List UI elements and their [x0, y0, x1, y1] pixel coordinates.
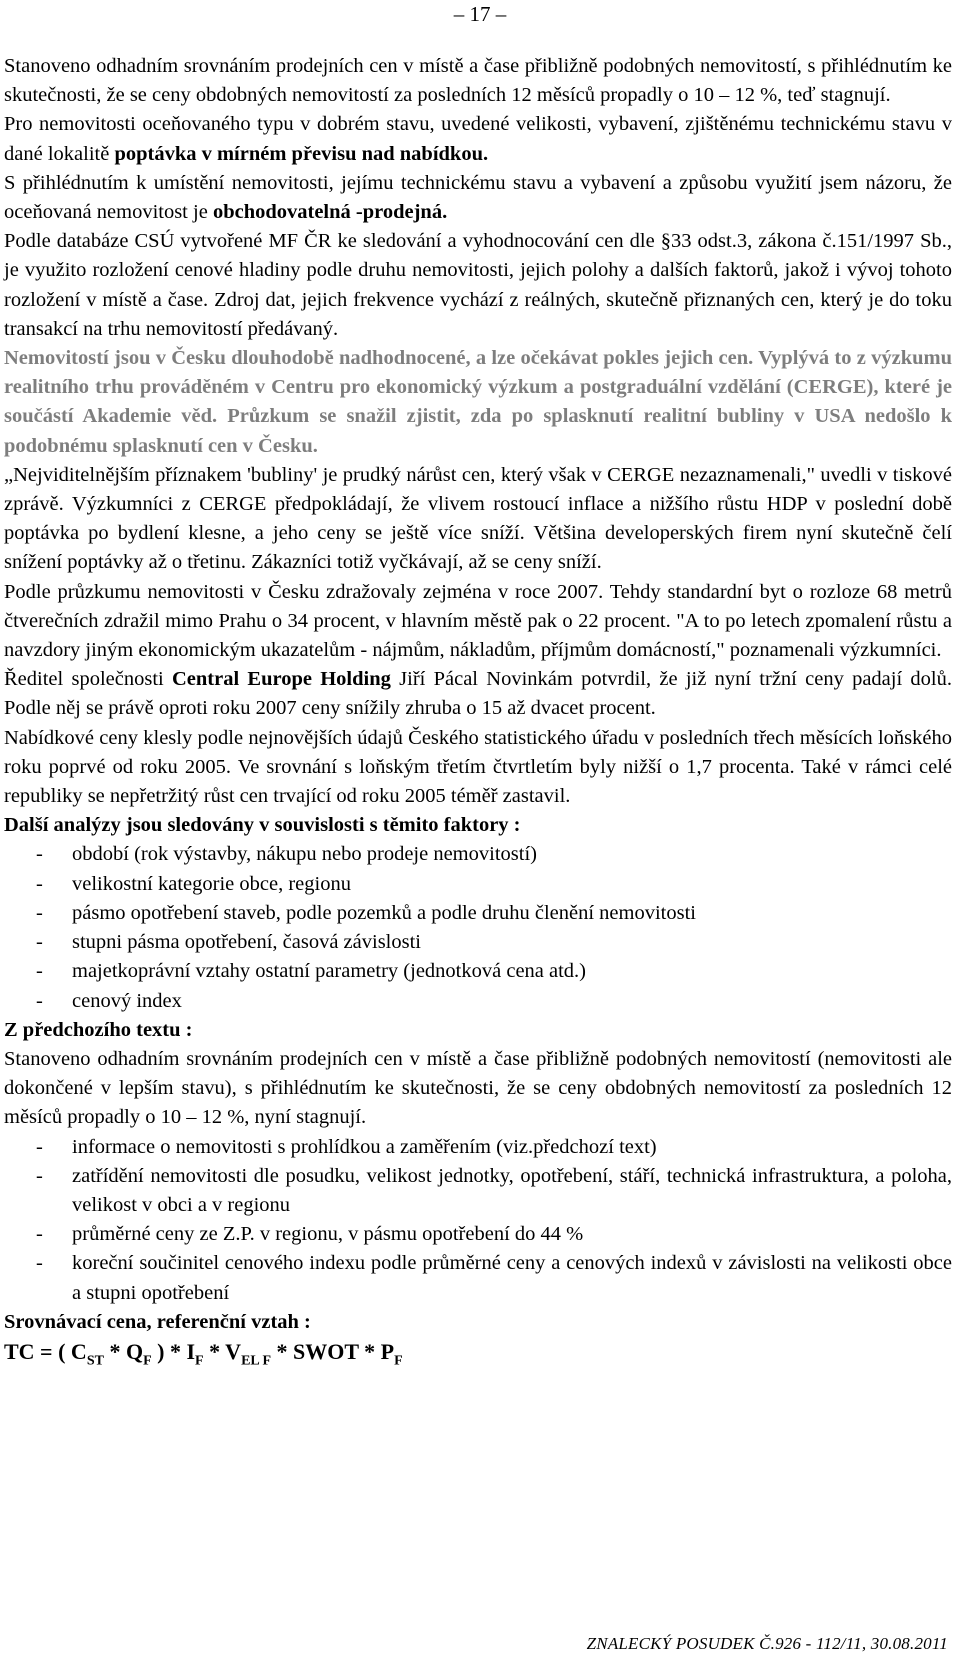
- database-text-a: Podle databáze CSÚ vytvořené MF ČR ke sledování a vyhodnocování cen dle §33 odst.3, zákona č.151/1997 Sb.: [4, 230, 947, 253]
- holding-text-b: Jiří Pácal Novinkám potvrdil, že již nyní tržní ceny padají dolů. Podle něj se právě oproti roku 2007 ceny snížily zhruba o 15 až dvacet procent.: [4, 668, 953, 720]
- list-item: - průměrné ceny ze Z.P. v regionu, v pásmu opotřebení do 44 %: [4, 1220, 952, 1249]
- list-item: - zatřídění nemovitosti dle posudku, velikost jednotky, opotřebení, stáří, technická infrastruktura, a poloha, velikost v obci a v regionu: [4, 1162, 952, 1220]
- formula-part: ) * I: [151, 1338, 196, 1364]
- list-item: - období (rok výstavby, nákupu nebo prodeje nemovitostí): [4, 840, 952, 869]
- formula-part: * Q: [103, 1338, 144, 1364]
- formula-subscript: EL F: [241, 1353, 272, 1369]
- formula-part: * V: [203, 1338, 242, 1364]
- holding-text-a: Ředitel společnosti: [4, 668, 172, 691]
- paragraph-summary: Stanoveno odhadním srovnáním prodejních cen v místě a čase přibližně podobných nemovitostí (nemovitosti ale dokončené v lepším stavu), s přihlédnutím ke skutečnosti, že se ceny obdobných nemovitostí za posledních 12 měsíců propadly o 10 – 12 %, nyní stagnují.: [4, 1047, 952, 1129]
- paragraph-bubble: „Nejviditelnějším příznakem 'bubliny' je prudký nárůst cen, který však v CERGE nezaznamenali," uvedli v tiskové zprávě. Výzkumníci z CERGE předpokládají, že vlivem rostoucí inflace a nižšího růstu HDP v poslední době poptávka po bydlení klesne, a jeho ceny se ještě více sníží. Většina developerských firem nyní skutečně čelí snížení poptávky až o třetinu. Zákazníci totiž vyčkávají, až se ceny sníží.: [4, 463, 952, 574]
- formula-subscript: F: [143, 1353, 152, 1369]
- list-item: - majetkoprávní vztahy ostatní parametry (jednotková cena atd.): [4, 957, 952, 986]
- paragraph-demand: [4, 110, 952, 168]
- analysis-heading: Další analýzy jsou sledovány v souvislosti s těmito faktory :: [4, 814, 521, 837]
- demand-bold: poptávka v mírném převisu nad nabídkou.: [114, 142, 489, 165]
- reference-formula: [4, 1337, 952, 1367]
- holding-company-name: Central Europe Holding: [171, 668, 391, 691]
- previous-text-heading: Z předchozího textu :: [4, 1018, 193, 1041]
- formula-subscript: F: [195, 1353, 204, 1369]
- list-item: - stupni pásma opotřebení, časová závislosti: [4, 928, 952, 957]
- summary-list: [4, 1133, 952, 1308]
- list-item: - cenový index: [4, 987, 952, 1016]
- formula-part: * SWOT * P: [271, 1338, 395, 1364]
- factors-list: [4, 840, 952, 1015]
- paragraph-survey: Podle průzkumu nemovitosti v Česku zdražovaly zejména v roce 2007. Tehdy standardní byt o rozloze 68 metrů čtverečních zdražil mimo Prahu o 34 procent, v hlavním městě pak o 22 procent. "A to po letech zpomalení růstu a navzdory jiným ekonomickým ukazatelům - nájmům, nákladům, příjmům domácností," poznamenali výzkumníci.: [4, 580, 952, 662]
- formula-part: TC = ( C: [4, 1338, 87, 1364]
- paragraph-cerge-quote: Nemovitostí jsou v Česku dlouhodobě nadhodnocené, a lze očekávat pokles jejich cen. Vyplývá to z výzkumu realitního trhu prováděném v Centru pro ekonomický výzkum a postgraduální vzdělání (CERGE), které je součástí Akademie věd. Průzkum se snažil zjistit, zda po splasknutí realitní bubliny v USA nedošlo k podobnému splasknutí cen v Česku.: [4, 347, 952, 457]
- marketability-text: S přihlédnutím k umístění nemovitosti, jejímu technickému stavu a vybavení a způsobu využití jsem názoru, že oceňovaná nemovitost je: [4, 171, 952, 224]
- document-body: [4, 52, 952, 1367]
- paragraph-marketability: [4, 169, 952, 227]
- formula-subscript: ST: [86, 1353, 104, 1369]
- comparison-heading: Srovnávací cena, referenční vztah :: [4, 1310, 311, 1333]
- list-item: - velikostní kategorie obce, regionu: [4, 870, 952, 899]
- list-item: - pásmo opotřebení staveb, podle pozemků a podle druhu členění nemovitosti: [4, 899, 952, 928]
- paragraph-database: [4, 227, 952, 344]
- paragraph-market-estimate: Stanoveno odhadním srovnáním prodejních cen v místě a čase přibližně podobných nemovitostí, s přihlédnutím ke skutečnosti, že se ceny obdobných nemovitostí za posledních 12 měsíců propadly o 10 – 12 %, teď stagnují.: [4, 55, 952, 107]
- list-item: - informace o nemovitosti s prohlídkou a zaměřením (viz.předchozí text): [4, 1133, 952, 1162]
- formula-subscript: F: [394, 1353, 403, 1369]
- list-item: - koreční součinitel cenového indexu podle průměrné ceny a cenových indexů v závislosti na velikosti obce a stupni opotřebení: [4, 1249, 952, 1307]
- marketability-bold: obchodovatelná -prodejná.: [212, 201, 448, 224]
- database-text-b: , je využito rozložení cenové hladiny podle druhu nemovitosti, jejich polohy a dalších faktorů, jakož i vývoj tohoto rozložení v místě a čase. Zdroj dat, jejich frekvence vychází z reálných, skutečně přiznaných cen, který je do toku transakcí na trhu nemovitostí předávaný.: [4, 230, 952, 340]
- page-number: – 17 –: [453, 2, 507, 26]
- document-footer: ZNALECKÝ POSUDEK Č.926 - 112/11, 30.08.2011: [586, 1634, 948, 1653]
- paragraph-holding: [4, 665, 952, 723]
- paragraph-offer-prices: Nabídkové ceny klesly podle nejnovějších údajů Českého statistického úřadu v posledních třech měsících loňského roku poprvé od roku 2005. Ve srovnání s loňským třetím čtvrtletím byly nižší o 1,7 procenta. Také v rámci celé republiky se nepřetržitý růst cen trvající od roku 2005 téměř zastavil.: [4, 726, 952, 808]
- demand-text: Pro nemovitosti oceňovaného typu v dobrém stavu, uvedené velikosti, vybavení, zjištěnému technickému stavu v dané lokalitě: [4, 113, 952, 165]
